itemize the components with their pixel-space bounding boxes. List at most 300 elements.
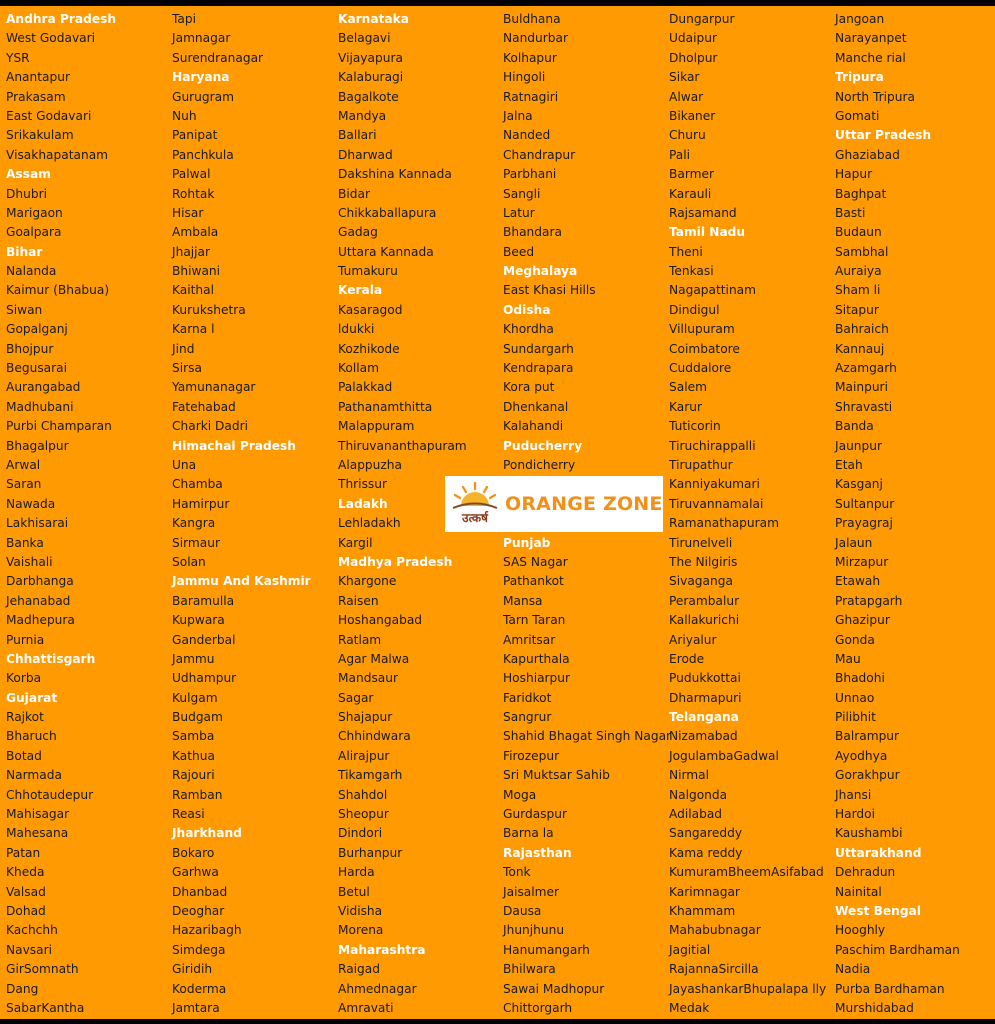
district-name: Ballari (338, 128, 377, 143)
district-name: Gomati (835, 108, 880, 123)
district-name: Mahesana (6, 826, 69, 841)
district-name: Kapurthala (503, 651, 570, 666)
state-heading: Haryana (172, 70, 230, 85)
district-name: Ghaziabad (835, 147, 900, 162)
district-name: Dholpur (669, 50, 718, 65)
district-name: Una (172, 457, 197, 472)
district-name: Jind (172, 341, 195, 356)
district-name: Ahmednagar (338, 981, 417, 996)
state-heading: Madhya Pradesh (338, 554, 453, 569)
district-name: Sangareddy (669, 826, 743, 841)
district-name: Villupuram (669, 322, 735, 337)
state-heading: Jammu And Kashmir (172, 574, 311, 589)
district-name: Malappuram (338, 419, 415, 434)
district-name: Budgam (172, 710, 223, 725)
district-name: Vidisha (338, 903, 383, 918)
state-heading: Odisha (503, 302, 551, 317)
district-name: Etawah (835, 574, 881, 589)
district-name: Paschim Bardhaman (835, 942, 960, 957)
district-name: Alirajpur (338, 748, 390, 763)
district-name: Kozhikode (338, 341, 400, 356)
district-name: Arwal (6, 457, 41, 472)
table-column (0, 10, 166, 1018)
district-name: Marigaon (6, 205, 63, 220)
district-name: Dindigul (669, 302, 720, 317)
district-name: Chhindwara (338, 729, 411, 744)
district-name: Jhunjhunu (503, 923, 565, 938)
state-heading: Assam (6, 167, 51, 182)
district-name: Darbhanga (6, 574, 74, 589)
district-name: Rajsamand (669, 205, 737, 220)
district-name: Medak (669, 1000, 710, 1015)
district-name: Koderma (172, 981, 227, 996)
district-name: Hoshiarpur (503, 671, 571, 686)
district-name: Jammu (172, 651, 215, 666)
district-name: YSR (6, 50, 30, 65)
district-name: Jalaun (835, 535, 873, 550)
district-name: Surendranagar (172, 50, 264, 65)
district-name: Thiruvananthapuram (338, 438, 467, 453)
district-name: Udaipur (669, 31, 717, 46)
district-name: East Godavari (6, 108, 92, 123)
district-name: Giridih (172, 962, 213, 977)
district-name: Sangrur (503, 710, 552, 725)
state-heading: Chhattisgarh (6, 651, 96, 666)
district-name: Sirmaur (172, 535, 220, 550)
state-heading: Uttarakhand (835, 845, 922, 860)
district-name: Shahid Bhagat Singh Nagar (503, 729, 672, 744)
district-name: Sitapur (835, 302, 879, 317)
district-name: Palakkad (338, 380, 393, 395)
district-name: Nawada (6, 496, 56, 511)
district-name: Etah (835, 457, 863, 472)
district-name: Pudukkottai (669, 671, 741, 686)
district-name: Ariyalur (669, 632, 717, 647)
district-name: Purba Bardhaman (835, 981, 945, 996)
district-name: Bahraich (835, 322, 889, 337)
district-name: Erode (669, 651, 705, 666)
district-name: Balrampur (835, 729, 900, 744)
district-name: Gadag (338, 225, 378, 240)
district-name: Visakhapatanam (6, 147, 109, 162)
district-name: Rajouri (172, 768, 215, 783)
district-name: Belagavi (338, 31, 391, 46)
district-name: Tiruchirappalli (669, 438, 756, 453)
district-name: Dhanbad (172, 884, 228, 899)
district-name: Kora put (503, 380, 555, 395)
district-name: Narmada (6, 768, 62, 783)
district-name: Madhepura (6, 613, 75, 628)
district-name: North Tripura (835, 89, 915, 104)
district-name: Ayodhya (835, 748, 888, 763)
district-name: Sri Muktsar Sahib (503, 768, 610, 783)
district-name: Dharmapuri (669, 690, 742, 705)
district-name: Bhagalpur (6, 438, 69, 453)
district-name: Chhotaudepur (6, 787, 94, 802)
district-name: Bidar (338, 186, 370, 201)
district-name: Kheda (6, 865, 45, 880)
district-name: Vijayapura (338, 50, 403, 65)
district-name: Sagar (338, 690, 374, 705)
state-heading: Rajasthan (503, 845, 572, 860)
district-name: Sikar (669, 70, 700, 85)
district-name: Dausa (503, 903, 542, 918)
district-name: Mansa (503, 593, 543, 608)
district-name: Jamtara (172, 1000, 220, 1015)
district-name: Hapur (835, 167, 873, 182)
district-name: Tiruvannamalai (669, 496, 764, 511)
district-name: Ramban (172, 787, 223, 802)
district-name: Ratnagiri (503, 89, 559, 104)
district-name: Lakhisarai (6, 516, 69, 531)
district-name: Amravati (338, 1000, 394, 1015)
district-name: Kaimur (Bhabua) (6, 283, 110, 298)
district-name: Betul (338, 884, 370, 899)
district-name: Gonda (835, 632, 875, 647)
state-heading: Bihar (6, 244, 43, 259)
district-name: Barna la (503, 826, 554, 841)
district-name: Buldhana (503, 12, 561, 26)
district-name: Pilibhit (835, 710, 876, 725)
district-name: Saran (6, 477, 42, 492)
district-name: Kalaburagi (338, 70, 404, 85)
district-name: Navsari (6, 942, 53, 957)
state-heading: Gujarat (6, 690, 58, 705)
district-name: ldukki (338, 322, 375, 337)
district-name: Bikaner (669, 108, 716, 123)
district-name: Auraiya (835, 264, 882, 279)
district-name: GirSomnath (6, 962, 79, 977)
district-name: Khordha (503, 322, 554, 337)
district-name: Thrissur (338, 477, 387, 492)
district-name: Morena (338, 923, 384, 938)
district-name: Nadia (835, 962, 871, 977)
state-heading: Tripura (835, 70, 884, 85)
district-name: Murshidabad (835, 1000, 914, 1015)
state-heading: Kerala (338, 283, 383, 298)
district-name: JayashankarBhupalapa lly (669, 981, 827, 996)
district-name: Hisar (172, 205, 204, 220)
district-name: Purbi Champaran (6, 419, 112, 434)
district-name: Bhadohi (835, 671, 885, 686)
district-name: Banka (6, 535, 44, 550)
state-heading: Himachal Pradesh (172, 438, 296, 453)
district-name: Perambalur (669, 593, 740, 608)
district-name: Uttara Kannada (338, 244, 434, 259)
district-name: Yamunanagar (172, 380, 256, 395)
district-name: Jagitial (669, 942, 711, 957)
district-name: Nagapattinam (669, 283, 757, 298)
district-name: Banda (835, 419, 874, 434)
district-name: Cuddalore (669, 361, 732, 376)
svg-text:उत्कर्ष: उत्कर्ष (462, 511, 488, 525)
district-name: Burhanpur (338, 845, 403, 860)
district-name: Korba (6, 671, 42, 686)
district-name: KumuramBheemAsifabad (669, 865, 824, 880)
district-name: Sultanpur (835, 496, 895, 511)
district-name: Mandya (338, 108, 387, 123)
district-name: Kanniyakumari (669, 477, 760, 492)
district-name: Samba (172, 729, 215, 744)
district-name: Charki Dadri (172, 419, 249, 434)
district-name: Ratlam (338, 632, 382, 647)
district-name: Deoghar (172, 903, 225, 918)
district-name: Amritsar (503, 632, 556, 647)
district-name: Salem (669, 380, 707, 395)
district-name: Jaisalmer (503, 884, 560, 899)
district-name: Kallakurichi (669, 613, 740, 628)
district-name: Basti (835, 205, 866, 220)
district-name: Bhojpur (6, 341, 54, 356)
district-name: Baghpat (835, 186, 887, 201)
table-column (829, 10, 995, 1018)
district-name: Solan (172, 554, 206, 569)
district-name: Mahisagar (6, 807, 70, 822)
district-name: Kolhapur (503, 50, 557, 65)
district-name: Sham li (835, 283, 881, 298)
district-name: Madhubani (6, 399, 74, 414)
district-name: Udhampur (172, 671, 237, 686)
district-name: Pathanamthitta (338, 399, 433, 414)
district-name: Latur (503, 205, 535, 220)
district-name: Kaithal (172, 283, 214, 298)
district-name: Alappuzha (338, 457, 402, 472)
district-name: Tarn Taran (503, 613, 566, 628)
district-name: Karna l (172, 322, 215, 337)
district-name: Kasaragod (338, 302, 403, 317)
district-name: Tirupathur (669, 457, 733, 472)
district-name: Kachchh (6, 923, 58, 938)
district-name: Budaun (835, 225, 882, 240)
district-name: Pratapgarh (835, 593, 903, 608)
district-name: Prayagraj (835, 516, 893, 531)
district-name: Jalna (503, 108, 533, 123)
district-name: Mau (835, 651, 861, 666)
district-name: Ganderbal (172, 632, 236, 647)
district-name: Raigad (338, 962, 380, 977)
district-name: Gurdaspur (503, 807, 567, 822)
district-name: Gurugram (172, 89, 234, 104)
district-name: SabarKantha (6, 1000, 85, 1015)
district-name: Barmer (669, 167, 715, 182)
district-name: Tikamgarh (338, 768, 403, 783)
district-name: East Khasi Hills (503, 283, 596, 298)
district-name: Dohad (6, 903, 46, 918)
district-name: Ramanathapuram (669, 516, 779, 531)
district-name: Alwar (669, 89, 704, 104)
district-name: JogulambaGadwal (669, 748, 779, 763)
district-name: Bagalkote (338, 89, 399, 104)
district-name: Jamnagar (172, 31, 231, 46)
district-name: Nandurbar (503, 31, 568, 46)
district-name: Dindori (338, 826, 383, 841)
district-name: Kaushambi (835, 826, 903, 841)
district-name: Nalanda (6, 264, 57, 279)
district-name: Nainital (835, 884, 882, 899)
district-name: Nanded (503, 128, 551, 143)
district-name: Pali (669, 147, 691, 162)
orange-zone-logo (445, 476, 663, 532)
district-name: Dhenkanal (503, 399, 569, 414)
district-name: Unnao (835, 690, 875, 705)
district-name: Kupwara (172, 613, 225, 628)
district-name: Sawai Madhopur (503, 981, 605, 996)
district-name: Patan (6, 845, 41, 860)
district-name: Lehladakh (338, 516, 401, 531)
district-name: Nizamabad (669, 729, 738, 744)
district-name: Dang (6, 981, 39, 996)
district-name: Faridkot (503, 690, 552, 705)
district-name: Bharuch (6, 729, 57, 744)
district-name: Nirmal (669, 768, 710, 783)
district-name: Vaishali (6, 554, 53, 569)
district-name: Botad (6, 748, 42, 763)
district-name: Azamgarh (835, 361, 897, 376)
utkarsh-logo-icon (449, 479, 501, 529)
district-name: Sangli (503, 186, 541, 201)
district-name: Jangoan (835, 12, 885, 26)
district-name: Srikakulam (6, 128, 74, 143)
state-heading: West Bengal (835, 903, 921, 918)
district-name: Firozepur (503, 748, 560, 763)
district-name: Reasi (172, 807, 205, 822)
district-name: Kalahandi (503, 419, 564, 434)
district-name: Karur (669, 399, 702, 414)
district-name: Hoshangabad (338, 613, 423, 628)
district-name: Dharwad (338, 147, 393, 162)
district-name: Mainpuri (835, 380, 888, 395)
district-name: Kollam (338, 361, 379, 376)
district-name: Hardoi (835, 807, 876, 822)
district-name: Prakasam (6, 89, 66, 104)
district-name: Coimbatore (669, 341, 740, 356)
district-name: Hazaribagh (172, 923, 242, 938)
district-name: Pondicherry (503, 457, 576, 472)
district-name: Kulgam (172, 690, 218, 705)
district-name: Kannauj (835, 341, 885, 356)
district-name: Hingoli (503, 70, 546, 85)
district-name: Jhajjar (172, 244, 211, 259)
district-name: Sheopur (338, 807, 389, 822)
table-column (166, 10, 332, 1018)
district-name: Mahabubnagar (669, 923, 761, 938)
district-name: Shajapur (338, 710, 393, 725)
state-heading: Telangana (669, 710, 739, 725)
district-name: Jehanabad (6, 593, 71, 608)
state-heading: Puducherry (503, 438, 583, 453)
district-name: West Godavari (6, 31, 96, 46)
district-name: Fatehabad (172, 399, 236, 414)
district-name: Begusarai (6, 361, 68, 376)
state-heading: Maharashtra (338, 942, 426, 957)
district-name: Theni (669, 244, 703, 259)
district-name: Dakshina Kannada (338, 167, 452, 182)
district-name: Kasganj (835, 477, 883, 492)
district-name: Chikkaballapura (338, 205, 437, 220)
district-name: Manche rial (835, 50, 906, 65)
district-name: Panipat (172, 128, 218, 143)
state-heading: Uttar Pradesh (835, 128, 932, 143)
district-name: Shravasti (835, 399, 893, 414)
district-name: Dhubri (6, 186, 47, 201)
district-name: Valsad (6, 884, 46, 899)
district-name: Adilabad (669, 807, 723, 822)
table-column (663, 10, 829, 1018)
district-name: Khargone (338, 574, 397, 589)
district-name: Palwal (172, 167, 211, 182)
district-name: Hooghly (835, 923, 886, 938)
district-name: Nalgonda (669, 787, 728, 802)
district-name: Tuticorin (669, 419, 721, 434)
district-name: Bokaro (172, 845, 215, 860)
district-name: Sivaganga (669, 574, 733, 589)
district-name: Hanumangarh (503, 942, 590, 957)
orange-zone-label: ORANGE ZONE (505, 493, 663, 515)
district-name: Hamirpur (172, 496, 230, 511)
district-name: Pathankot (503, 574, 564, 589)
state-heading: Meghalaya (503, 264, 578, 279)
district-name: Ambala (172, 225, 219, 240)
district-name: Harda (338, 865, 375, 880)
district-name: Agar Malwa (338, 651, 410, 666)
district-name: Kurukshetra (172, 302, 246, 317)
district-name: Chandrapur (503, 147, 576, 162)
district-name: Bhiwani (172, 264, 221, 279)
district-name: Jaunpur (835, 438, 882, 453)
district-name: Gorakhpur (835, 768, 900, 783)
district-name: Jhansi (835, 787, 872, 802)
district-name: Mandsaur (338, 671, 398, 686)
district-table (0, 6, 995, 1019)
district-name: Mirzapur (835, 554, 889, 569)
state-heading: Jharkhand (172, 826, 242, 841)
district-name: The Nilgiris (669, 554, 738, 569)
district-name: Kargil (338, 535, 373, 550)
district-name: Baramulla (172, 593, 235, 608)
district-name: Panchkula (172, 147, 234, 162)
state-heading: Punjab (503, 535, 551, 550)
district-name: Nuh (172, 108, 197, 123)
district-name: Bhandara (503, 225, 562, 240)
district-name: Tonk (503, 865, 531, 880)
district-name: Bhilwara (503, 962, 556, 977)
district-name: Kathua (172, 748, 215, 763)
district-name: Aurangabad (6, 380, 81, 395)
district-name: Karauli (669, 186, 712, 201)
district-name: Tumakuru (338, 264, 398, 279)
district-name: Simdega (172, 942, 226, 957)
district-name: Parbhani (503, 167, 557, 182)
district-name: Ghazipur (835, 613, 890, 628)
district-name: Rohtak (172, 186, 215, 201)
district-name: Dehradun (835, 865, 896, 880)
district-name: Kendrapara (503, 361, 574, 376)
state-heading: Tamil Nadu (669, 225, 746, 240)
district-name: Rajkot (6, 710, 44, 725)
district-name: Shahdol (338, 787, 388, 802)
district-name: Sundargarh (503, 341, 574, 356)
district-name: Raisen (338, 593, 379, 608)
district-name: Chamba (172, 477, 223, 492)
district-name: Siwan (6, 302, 43, 317)
district-name: Kama reddy (669, 845, 743, 860)
district-name: Garhwa (172, 865, 219, 880)
district-name: Khammam (669, 903, 736, 918)
district-name: Narayanpet (835, 31, 907, 46)
state-heading: Karnataka (338, 12, 409, 26)
district-name: RajannaSircilla (669, 962, 759, 977)
state-heading: Ladakh (338, 496, 388, 511)
